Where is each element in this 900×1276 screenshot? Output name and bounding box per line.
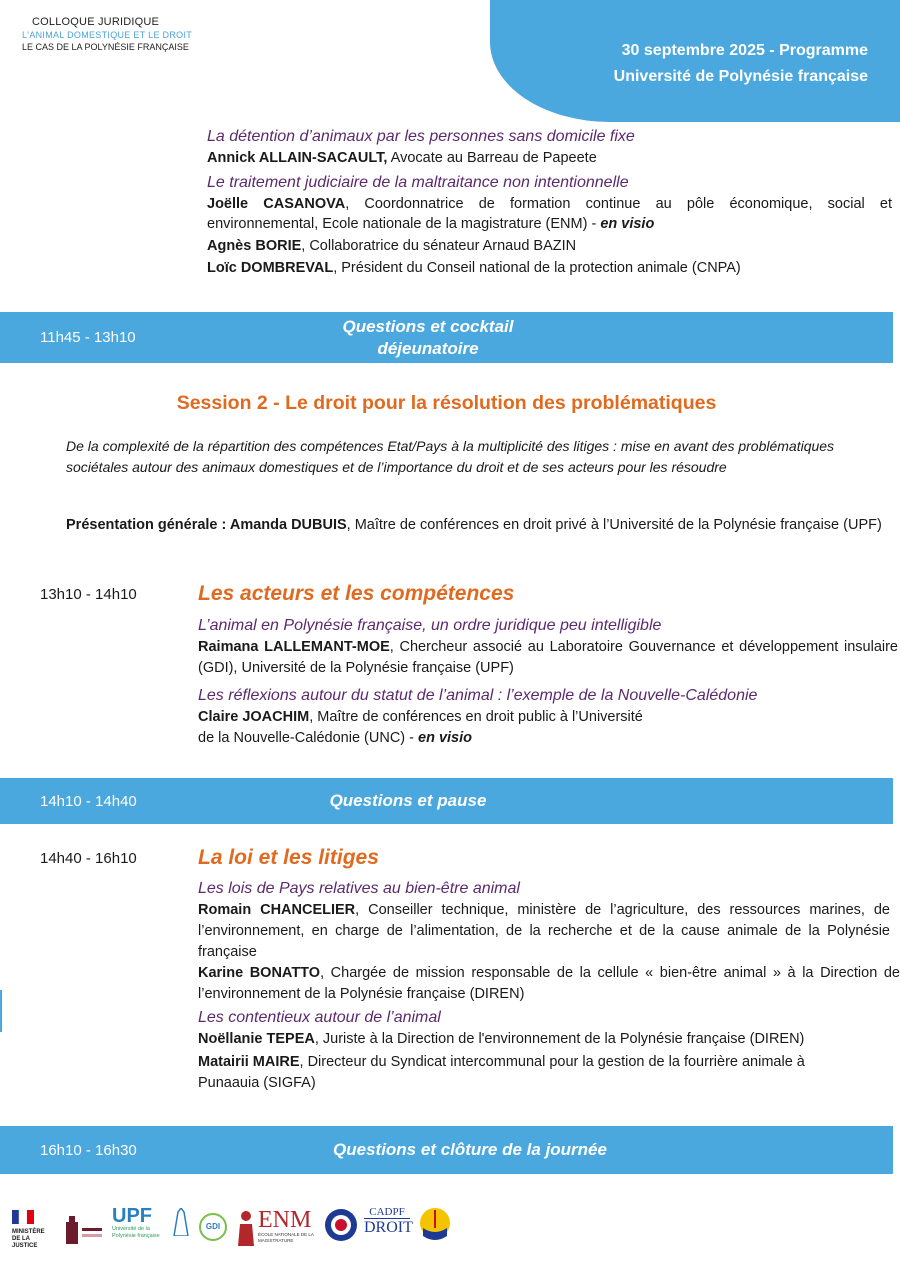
building-icon — [64, 1214, 104, 1248]
band-label: Questions et clôture de la journée — [333, 1140, 607, 1159]
colloquium-subtitle: L'ANIMAL DOMESTIQUE ET LE DROIT — [22, 30, 193, 40]
figure-icon — [234, 1210, 258, 1246]
upf-emblem — [172, 1208, 190, 1241]
partner-logos — [12, 1200, 472, 1260]
slot-title: La loi et les litiges — [198, 846, 379, 869]
talk-title: La détention d’animaux par les personnes sans domicile fixe — [207, 128, 635, 145]
cadpf-logo: CADPF DROIT — [364, 1206, 413, 1236]
slot2-talks — [198, 878, 898, 1094]
speaker: Annick ALLAIN-SACAULT, Avocate au Barreau de Papeete — [207, 150, 597, 166]
talk-title: Les contentieux autour de l’animal — [198, 1009, 441, 1026]
ministere-justice-logo: MINISTÈRE DE LA JUSTICE — [12, 1210, 54, 1250]
date-line: 30 septembre 2025 - Programme — [621, 42, 868, 59]
polynesie-emblem — [418, 1206, 452, 1249]
speaker: Matairii MAIRE, Directeur du Syndicat intercommunal pour la gestion de la fourrière animale à Punaauia (SIGFA) — [198, 1054, 805, 1091]
speaker: Claire JOACHIM, Maître de conférences en droit public à l’Université — [198, 709, 643, 725]
session-description: De la complexité de la répartition des compétences Etat/Pays à la multiplicité des litiges : mise en avant des problématiques sociétales autour des animaux domestiques et de l’importance du droit et de ses acteurs pour les résoudre — [66, 438, 835, 475]
colloquium-header — [22, 16, 192, 52]
band-label: Questions et pause — [329, 791, 487, 810]
marianne-icon — [12, 1210, 34, 1224]
talk-title: Les réflexions autour du statut de l’animal : l’exemple de la Nouvelle-Calédonie — [198, 687, 758, 704]
slot-time: 14h40 - 16h10 — [40, 850, 137, 867]
emblem-icon — [418, 1206, 452, 1244]
band-time: 11h45 - 13h10 — [40, 329, 136, 346]
session-title: Session 2 - Le droit pour la résolution des problématiques — [176, 392, 717, 414]
gdi-logo: GDI — [198, 1212, 228, 1247]
break-band-pause — [0, 778, 893, 824]
speaker: Karine BONATTO, Chargée de mission responsable de la cellule « bien-être animal » à la Direction de l’environnement de la Polynésie française (DIREN) — [198, 965, 900, 1002]
talk-title: Le traitement judiciaire de la maltraitance non intentionnelle — [207, 174, 629, 191]
band-time: 14h10 - 14h40 — [40, 793, 137, 810]
seal-icon — [324, 1208, 358, 1242]
band-label: Questions et cocktail déjeunatoire — [342, 317, 514, 358]
break-band-lunch — [0, 312, 893, 363]
page-margin-marker — [0, 990, 2, 1032]
speaker: Romain CHANCELIER, Conseiller technique, ministère de l’agriculture, des ressources marines, de l’environnement, en charge de l’alimentation, de la recherche et de la cause animale de la Polynésie française — [198, 902, 890, 960]
partner-logo-2 — [64, 1214, 104, 1253]
break-band-closing — [0, 1126, 893, 1174]
date-banner — [490, 0, 900, 122]
speaker: Raimana LALLEMANT-MOE, Chercheur associé au Laboratoire Gouvernance et développement insulaire (GDI), Université de la Polynésie française (UPF) — [198, 639, 899, 676]
general-presentation: Présentation générale : Amanda DUBUIS, Maître de conférences en droit privé à l’Université de la Polynésie française (UPF) — [66, 517, 882, 533]
talk-title: L’animal en Polynésie française, un ordre juridique peu intelligible — [198, 617, 662, 634]
slot-time: 13h10 - 14h10 — [40, 586, 137, 603]
place-line: Université de Polynésie française — [613, 68, 868, 85]
band-time: 16h10 - 16h30 — [40, 1142, 137, 1159]
slot-title: Les acteurs et les compétences — [198, 582, 515, 605]
speaker: Joëlle CASANOVA, Coordonnatrice de formation continue au pôle économique, social et environnemental, Ecole nationale de la magistrature (ENM) - en visio — [207, 196, 892, 232]
speaker: Loïc DOMBREVAL, Président du Conseil national de la protection animale (CNPA) — [207, 260, 741, 276]
speaker: Agnès BORIE, Collaboratrice du sénateur Arnaud BAZIN — [207, 238, 577, 254]
colloquium-title: COLLOQUE JURIDIQUE — [32, 16, 160, 28]
morning-talks — [207, 126, 897, 278]
seal-logo — [324, 1208, 358, 1247]
speaker-continued: de la Nouvelle-Calédonie (UNC) - en visio — [198, 730, 473, 746]
enm-logo: ENM ÉCOLE NATIONALE DE LA MAGISTRATURE — [258, 1207, 314, 1243]
speaker: Noëllanie TEPEA, Juriste à la Direction de l'environnement de la Polynésie française (DIREN) — [198, 1031, 805, 1047]
partner-logo-figure — [234, 1210, 258, 1251]
colloquium-subtitle-2: LE CAS DE LA POLYNÉSIE FRANÇAISE — [22, 42, 189, 52]
talk-title: Les lois de Pays relatives au bien-être animal — [198, 880, 520, 897]
tower-icon — [172, 1208, 190, 1236]
upf-logo: UPF Université de la Polynésie française — [112, 1205, 160, 1239]
slot1-talks — [198, 615, 898, 749]
